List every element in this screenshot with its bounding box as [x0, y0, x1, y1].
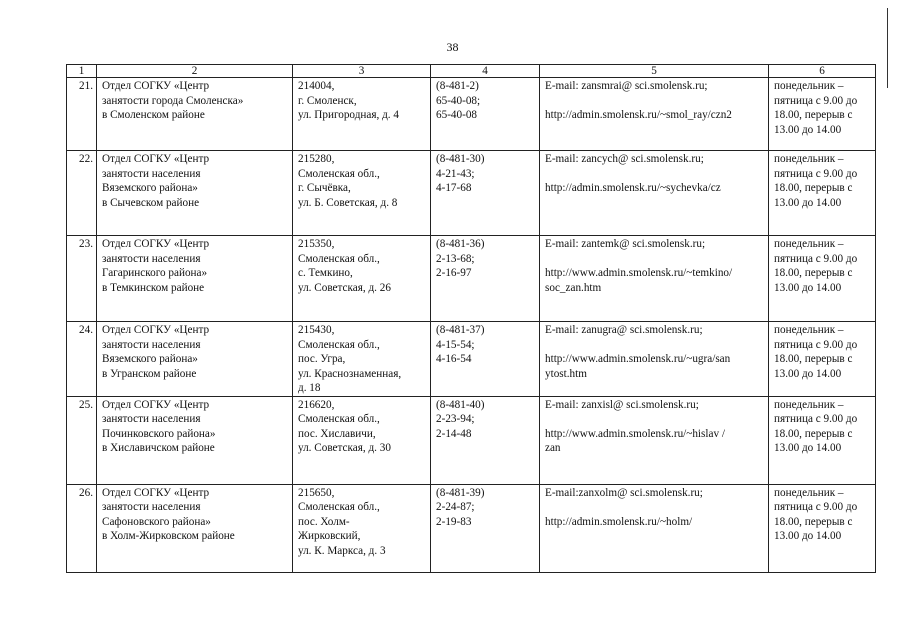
cell-line: пятница с 9.00 до	[774, 252, 858, 265]
row-number-cell: 26.	[67, 484, 97, 572]
cell-line: пятница с 9.00 до	[774, 338, 858, 351]
cell-line: E-mail: zanxisl@ sci.smolensk.ru;	[545, 398, 699, 411]
cell-line: 4-17-68	[436, 182, 472, 194]
cell-line: Смоленская обл.,	[298, 501, 380, 513]
row-number-cell: 23.	[67, 236, 97, 322]
cell-line: Смоленская обл.,	[298, 252, 380, 265]
cell-line: пятница с 9.00 до	[774, 94, 858, 107]
cell-line	[545, 338, 763, 353]
table-header-row	[67, 65, 876, 78]
cell-line: soc_zan.htm	[545, 281, 602, 294]
cell-line: http://admin.smolensk.ru/~smol_ray/czn2	[545, 109, 732, 121]
cell-line: (8-481-30)	[436, 153, 485, 165]
cell-line	[545, 252, 763, 267]
cell-line: Вяземского района»	[102, 353, 198, 365]
cell-line: 2-23-94;	[436, 413, 475, 425]
office-name-cell	[97, 322, 293, 397]
cell-line: Починковского района»	[102, 427, 216, 440]
cell-line: 216620,	[298, 398, 335, 411]
cell-line: 2-14-48	[436, 427, 472, 440]
cell-line: 18.00, перерыв с	[774, 182, 853, 194]
cell-line: Смоленская обл.,	[298, 413, 380, 425]
cell-line: занятости населения	[102, 252, 201, 265]
contacts-cell	[540, 78, 769, 151]
page-number: 38	[446, 40, 459, 54]
cell-line: 2-13-68;	[436, 252, 475, 265]
cell-line: пятница с 9.00 до	[774, 501, 858, 513]
cell-line: в Смоленском районе	[102, 109, 205, 121]
cell-line: Сафоновского района»	[102, 515, 211, 528]
cell-line: Гагаринского района»	[102, 267, 208, 279]
cell-line: в Сычевском районе	[102, 196, 200, 209]
cell-line: 2-16-97	[436, 267, 472, 279]
phones-cell	[431, 322, 540, 397]
cell-line: E-mail: zantemk@ sci.smolensk.ru;	[545, 238, 706, 250]
table-row	[67, 151, 876, 236]
cell-line: г. Сычёвка,	[298, 182, 351, 194]
column-header: 6	[769, 65, 876, 78]
cell-line: в Холм-Жирковском районе	[102, 530, 235, 542]
cell-line: 215280,	[298, 153, 335, 165]
column-header: 3	[293, 65, 431, 78]
office-name-cell	[97, 236, 293, 322]
cell-line: 215650,	[298, 486, 335, 499]
cell-line: 13.00 до 14.00	[774, 123, 842, 136]
cell-line: Отдел СОГКУ «Центр	[102, 153, 210, 165]
cell-line: (8-481-37)	[436, 324, 485, 336]
cell-line: понедельник –	[774, 80, 844, 92]
office-name-cell	[97, 484, 293, 572]
cell-line: занятости населения	[102, 167, 201, 180]
cell-line: 215430,	[298, 324, 335, 336]
contacts-cell	[540, 151, 769, 236]
cell-line: Отдел СОГКУ «Центр	[102, 80, 210, 92]
table-row	[67, 322, 876, 397]
cell-line: http://www.admin.smolensk.ru/~hislav /	[545, 427, 725, 440]
cell-line: Смоленская обл.,	[298, 167, 380, 180]
cell-line: 13.00 до 14.00	[774, 281, 842, 294]
cell-line: Отдел СОГКУ «Центр	[102, 324, 210, 336]
row-number-cell: 22.	[67, 151, 97, 236]
cell-line: 13.00 до 14.00	[774, 196, 842, 209]
cell-line: понедельник –	[774, 486, 844, 499]
cell-line: 65-40-08;	[436, 94, 481, 107]
cell-line: ул. Краснознаменная,	[298, 367, 402, 380]
cell-line: в Угранском районе	[102, 367, 197, 380]
phones-cell	[431, 78, 540, 151]
cell-line: 2-19-83	[436, 515, 472, 528]
cell-line: 13.00 до 14.00	[774, 367, 842, 380]
cell-line: 18.00, перерыв с	[774, 515, 853, 528]
office-name-cell	[97, 151, 293, 236]
cell-line: (8-481-40)	[436, 398, 485, 411]
cell-line: пятница с 9.00 до	[774, 413, 858, 425]
cell-line: пос. Холм-	[298, 515, 350, 528]
cell-line	[545, 412, 763, 427]
cell-line: 4-21-43;	[436, 167, 475, 180]
cell-line	[545, 167, 763, 182]
cell-line: zan	[545, 442, 561, 454]
cell-line: 13.00 до 14.00	[774, 530, 842, 542]
cell-line: ул. Пригородная, д. 4	[298, 109, 399, 121]
row-number-cell: 25.	[67, 396, 97, 484]
scan-edge-line	[887, 8, 888, 88]
cell-line: (8-481-36)	[436, 238, 485, 250]
cell-line: 214004,	[298, 80, 335, 92]
cell-line: д. 18	[298, 382, 321, 394]
cell-line	[545, 500, 763, 515]
cell-line: ул. К. Маркса, д. 3	[298, 544, 386, 557]
cell-line: 215350,	[298, 238, 335, 250]
row-number-cell: 24.	[67, 322, 97, 397]
contacts-cell	[540, 484, 769, 572]
cell-line: http://www.admin.smolensk.ru/~temkino/	[545, 267, 733, 279]
cell-line: пятница с 9.00 до	[774, 167, 858, 180]
cell-line	[545, 94, 763, 109]
cell-line: пос. Хиславичи,	[298, 427, 376, 440]
cell-line: 65-40-08	[436, 109, 478, 121]
cell-line: с. Темкино,	[298, 267, 353, 279]
contacts-cell	[540, 236, 769, 322]
address-cell	[293, 396, 431, 484]
cell-line: E-mail: zansmrai@ sci.smolensk.ru;	[545, 80, 708, 92]
contacts-cell	[540, 322, 769, 397]
cell-line: E-mail: zanugra@ sci.smolensk.ru;	[545, 324, 703, 336]
cell-line: занятости населения	[102, 338, 201, 351]
cell-line: занятости населения	[102, 501, 201, 513]
cell-line: 18.00, перерыв с	[774, 427, 853, 440]
cell-line: Отдел СОГКУ «Центр	[102, 398, 210, 411]
cell-line: в Темкинском районе	[102, 281, 205, 294]
cell-line: http://www.admin.smolensk.ru/~ugra/san	[545, 353, 731, 365]
table-row	[67, 484, 876, 572]
working-hours-cell	[769, 151, 876, 236]
phones-cell	[431, 484, 540, 572]
cell-line: 2-24-87;	[436, 501, 475, 513]
column-header: 4	[431, 65, 540, 78]
cell-line: 4-15-54;	[436, 338, 475, 351]
cell-line: http://admin.smolensk.ru/~sychevka/cz	[545, 182, 721, 194]
cell-line: занятости населения	[102, 413, 201, 425]
address-cell	[293, 484, 431, 572]
phones-cell	[431, 396, 540, 484]
working-hours-cell	[769, 78, 876, 151]
column-header: 1	[67, 65, 97, 78]
cell-line: 13.00 до 14.00	[774, 442, 842, 454]
cell-line: 18.00, перерыв с	[774, 353, 853, 365]
cell-line: в Хиславичском районе	[102, 442, 215, 454]
cell-line: E-mail: zancych@ sci.smolensk.ru;	[545, 153, 704, 165]
cell-line: понедельник –	[774, 324, 844, 336]
office-name-cell	[97, 78, 293, 151]
cell-line: понедельник –	[774, 398, 844, 411]
cell-line: занятости города Смоленска»	[102, 94, 244, 107]
cell-line: ул. Советская, д. 26	[298, 281, 391, 294]
cell-line: ул. Б. Советская, д. 8	[298, 196, 398, 209]
contacts-cell	[540, 396, 769, 484]
cell-line: Смоленская обл.,	[298, 338, 380, 351]
address-cell	[293, 236, 431, 322]
cell-line: (8-481-39)	[436, 486, 485, 499]
cell-line: (8-481-2)	[436, 80, 479, 92]
phones-cell	[431, 236, 540, 322]
cell-line: Жирковский,	[298, 530, 361, 542]
cell-line: пос. Угра,	[298, 353, 346, 365]
office-name-cell	[97, 396, 293, 484]
address-cell	[293, 322, 431, 397]
cell-line: 18.00, перерыв с	[774, 267, 853, 279]
column-header: 5	[540, 65, 769, 78]
table-body	[67, 78, 876, 573]
column-header: 2	[97, 65, 293, 78]
cell-line: г. Смоленск,	[298, 94, 357, 107]
row-number-cell: 21.	[67, 78, 97, 151]
cell-line: понедельник –	[774, 153, 844, 165]
cell-line: 4-16-54	[436, 353, 472, 365]
offices-table	[66, 64, 876, 573]
phones-cell	[431, 151, 540, 236]
cell-line: ул. Советская, д. 30	[298, 442, 391, 454]
cell-line: 18.00, перерыв с	[774, 109, 853, 121]
cell-line: ytost.htm	[545, 367, 587, 380]
table-row	[67, 78, 876, 151]
cell-line: E-mail:zanxolm@ sci.smolensk.ru;	[545, 486, 703, 499]
working-hours-cell	[769, 236, 876, 322]
table-row	[67, 396, 876, 484]
address-cell	[293, 78, 431, 151]
working-hours-cell	[769, 322, 876, 397]
cell-line: Вяземского района»	[102, 182, 198, 194]
cell-line: Отдел СОГКУ «Центр	[102, 238, 210, 250]
working-hours-cell	[769, 396, 876, 484]
cell-line: понедельник –	[774, 238, 844, 250]
cell-line: Отдел СОГКУ «Центр	[102, 486, 210, 499]
address-cell	[293, 151, 431, 236]
working-hours-cell	[769, 484, 876, 572]
cell-line: http://admin.smolensk.ru/~holm/	[545, 515, 693, 528]
table-row	[67, 236, 876, 322]
